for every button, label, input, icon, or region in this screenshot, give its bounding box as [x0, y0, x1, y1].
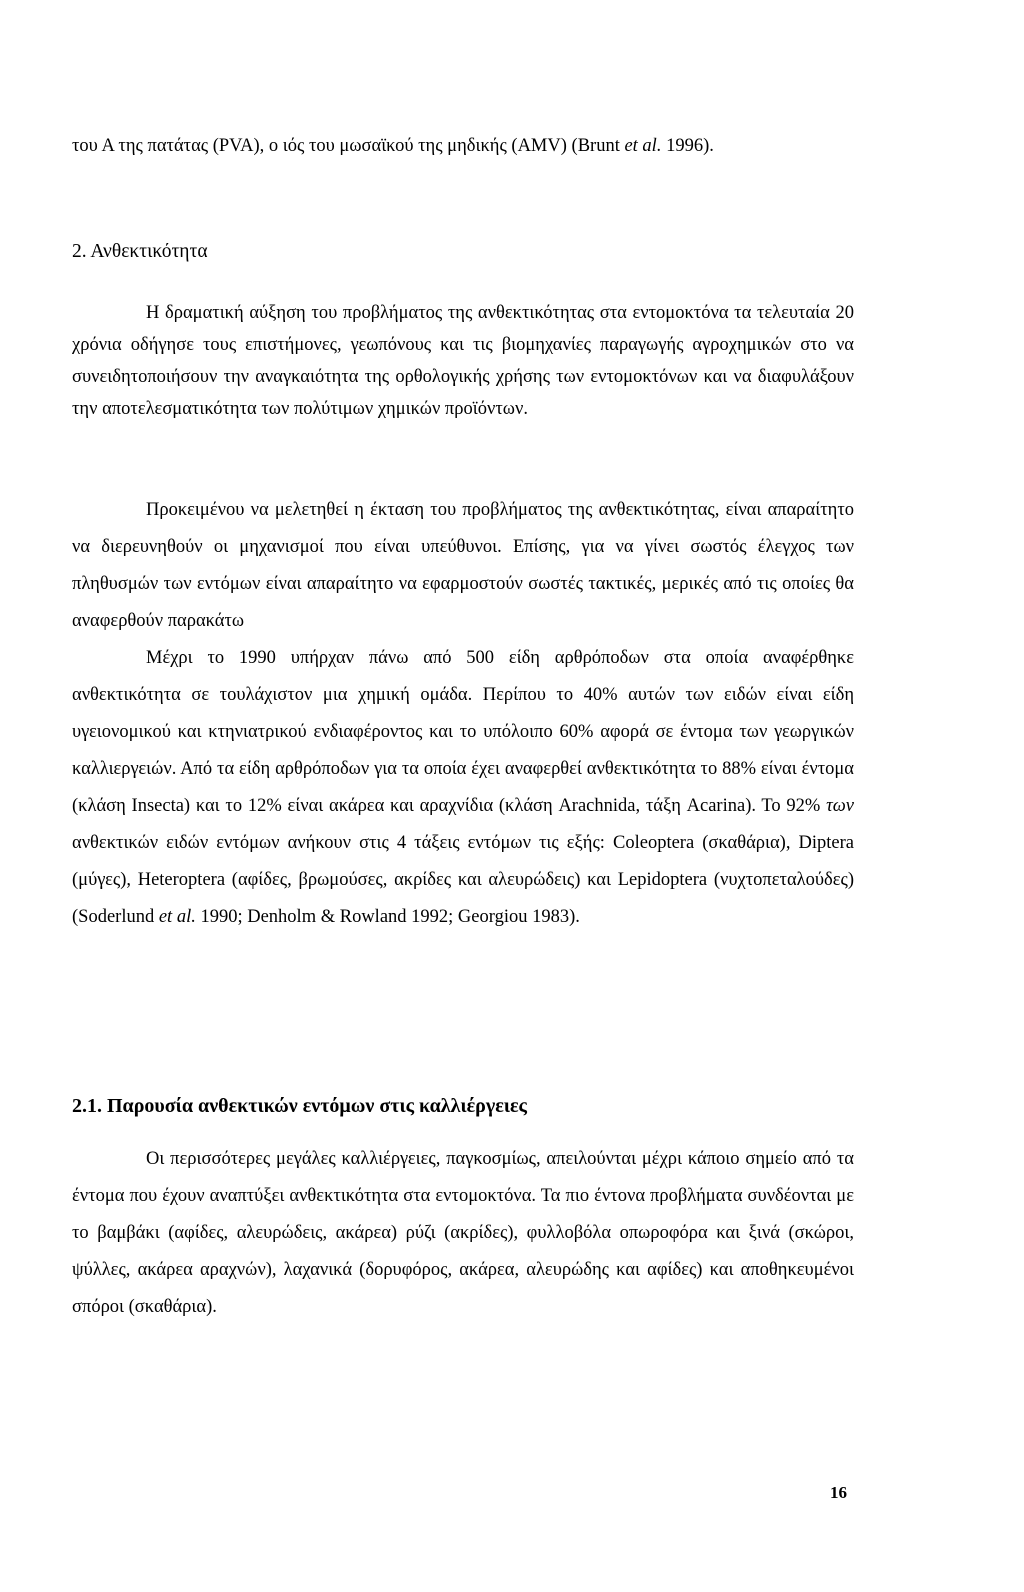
intro-paragraph	[72, 128, 854, 165]
para2b-ton: των	[826, 796, 854, 816]
intro-text-1: του Α της πατάτας (PVA), ο ιός του μωσαϊκού της μηδικής (AMV) (Brunt	[72, 136, 625, 156]
section-2-1-paragraph: Οι περισσότερες μεγάλες καλλιέργειες, παγκοσμίως, απειλούνται μέχρι κάποιο σημείο από τα έντομα που έχουν αναπτύξει ανθεκτικότητα στα εντομοκτόνα. Τα πιο έντονα προβλήματα συνδέονται με το βαμβάκι (αφίδες, αλευρώδεις, ακάρεα) ρύζι (ακρίδες), φυλλοβόλα οπωροφόρα και ξινά (σκώροι, ψύλλες, ακάρεα αραχνών), λαχανικά (δορυφόρος, ακάρεα, αλευρώδης και αφίδες) και αποθηκευμένοι σπόροι (σκαθάρια).	[72, 1149, 854, 1317]
section-2-paragraph-2a: Προκειμένου να μελετηθεί η έκταση του προβλήματος της ανθεκτικότητας, είναι απαραίτητο να διερευνηθούν οι μηχανισμοί που είναι υπεύθυνοι. Επίσης, για να γίνει σωστός έλεγχος των πληθυσμών των εντόμων είναι απαραίτητο να εφαρμοστούν σωστές τακτικές, μερικές από τις οποίες θα αναφερθούν παρακάτω	[72, 500, 854, 631]
section-2-paragraph-2-block	[72, 492, 854, 936]
section-2-paragraph-1: Η δραματική αύξηση του προβλήματος της ανθεκτικότητας στα εντομοκτόνα τα τελευταία 20 χρόνια οδήγησε τους επιστήμονες, γεωπόνους και τις βιομηχανίες παραγωγής αγροχημικών στο να συνειδητοποιήσουν την αναγκαιότητα της ορθολογικής χρήσης των εντομοκτόνων και να διαφυλάξουν την αποτελεσματικότητα των πολύτιμων χημικών προϊόντων.	[72, 303, 854, 419]
para2b-mid: ανθεκτικών ειδών εντόμων ανήκουν στις 4 τάξεις εντόμων τις εξής: Coleoptera (σκαθάρια), Diptera (μύγες), Heteroptera (αφίδες, βρωμούσες, ακρίδες και αλευρώδεις) και Lepidoptera (νυχτοπεταλούδες) (Soderlund	[72, 833, 854, 927]
section-heading-2-1: 2.1. Παρουσία ανθεκτικών εντόμων στις καλλιέργειες	[72, 1095, 527, 1117]
para2b-pre: Μέχρι το 1990 υπήρχαν πάνω από 500 είδη αρθρόποδων στα οποία αναφέρθηκε ανθεκτικότητα σε τουλάχιστον μια χημική ομάδα. Περίπου το 40% αυτών των ειδών είναι είδη υγειονομικού και κτηνιατρικού ενδιαφέροντος και το υπόλοιπο 60% αφορά σε έντομα των γεωργικών καλλιεργειών. Από τα είδη αρθρόποδων για τα οποία έχει αναφερθεί ανθεκτικότητα το 88% είναι έντομα (κλάση Insecta) και το 12% είναι ακάρεα και αραχνίδια (κλάση Arachnida, τάξη Acarina). Το 92%	[72, 648, 854, 816]
intro-et-al: et al.	[624, 136, 662, 156]
para2b-end: 1990; Denholm & Rowland 1992; Georgiou 1983).	[195, 907, 580, 927]
section-2-paragraph-2b	[72, 640, 854, 936]
intro-text-2: 1996).	[661, 136, 714, 156]
page-number: 16	[830, 1483, 847, 1502]
para2b-et-al: et al.	[158, 907, 196, 927]
section-heading-2: 2. Ανθεκτικότητα	[72, 241, 208, 262]
